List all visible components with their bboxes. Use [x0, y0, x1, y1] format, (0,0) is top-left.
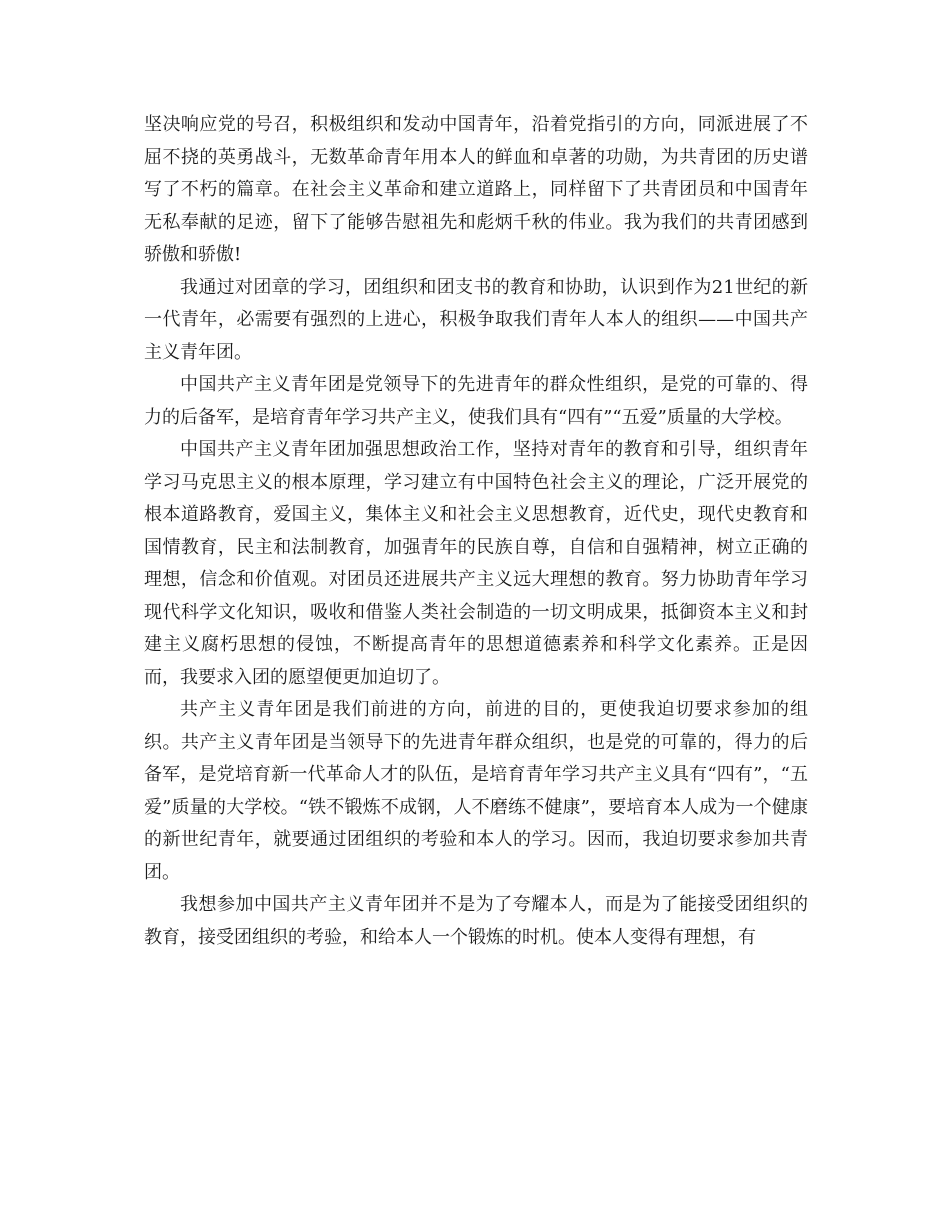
- paragraph-1: 坚决响应党的号召，积极组织和发动中国青年，沿着党指引的方向，同派进展了不屈不挠的英勇战斗，无数革命青年用本人的鲜血和卓著的功勋，为共青团的历史谱写了不朽的篇章。在社会主义革命和建立道路上，同样留下了共青团员和中国青年无私奉献的足迹，留下了能够告慰祖先和彪炳千秋的伟业。我为我们的共青团感到骄傲和骄傲!: [144, 114, 808, 265]
- document-body: [144, 109, 808, 954]
- paragraph-6: 我想参加中国共产主义青年团并不是为了夸耀本人，而是为了能接受团组织的教育，接受团组织的考验，和给本人一个锻炼的时机。使本人变得有理想，有: [144, 894, 808, 948]
- paragraph-4: 中国共产主义青年团加强思想政治工作，坚持对青年的教育和引导，组织青年学习马克思主义的根本原理，学习建立有中国特色社会主义的理论，广泛开展党的根本道路教育，爱国主义，集体主义和社会主义思想教育，近代史，现代史教育和国情教育，民主和法制教育，加强青年的民族自尊，自信和自强精神，树立正确的理想，信念和价值观。对团员还进展共产主义远大理想的教育。努力协助青年学习现代科学文化知识，吸收和借鉴人类社会制造的一切文明成果，抵御资本主义和封建主义腐朽思想的侵蚀，不断提高青年的思想道德素养和科学文化素养。正是因而，我要求入团的愿望便更加迫切了。: [144, 439, 808, 688]
- paragraph-2: 我通过对团章的学习，团组织和团支书的教育和协助，认识到作为21世纪的新一代青年，必需要有强烈的上进心，积极争取我们青年人本人的组织——中国共产主义青年团。: [144, 276, 808, 363]
- paragraph-3: 中国共产主义青年团是党领导下的先进青年的群众性组织，是党的可靠的、得力的后备军，是培育青年学习共产主义，使我们具有“四有”“五爱”质量的大学校。: [144, 374, 808, 428]
- paragraph-5: 共产主义青年团是我们前进的方向，前进的目的，更使我迫切要求参加的组织。共产主义青年团是当领导下的先进青年群众组织，也是党的可靠的，得力的后备军，是党培育新一代革命人才的队伍，是培育青年学习共产主义具有“四有”，“五爱”质量的大学校。“铁不锻炼不成钢，人不磨练不健康”，要培育本人成为一个健康的新世纪青年，就要通过团组织的考验和本人的学习。因而，我迫切要求参加共青团。: [144, 699, 808, 883]
